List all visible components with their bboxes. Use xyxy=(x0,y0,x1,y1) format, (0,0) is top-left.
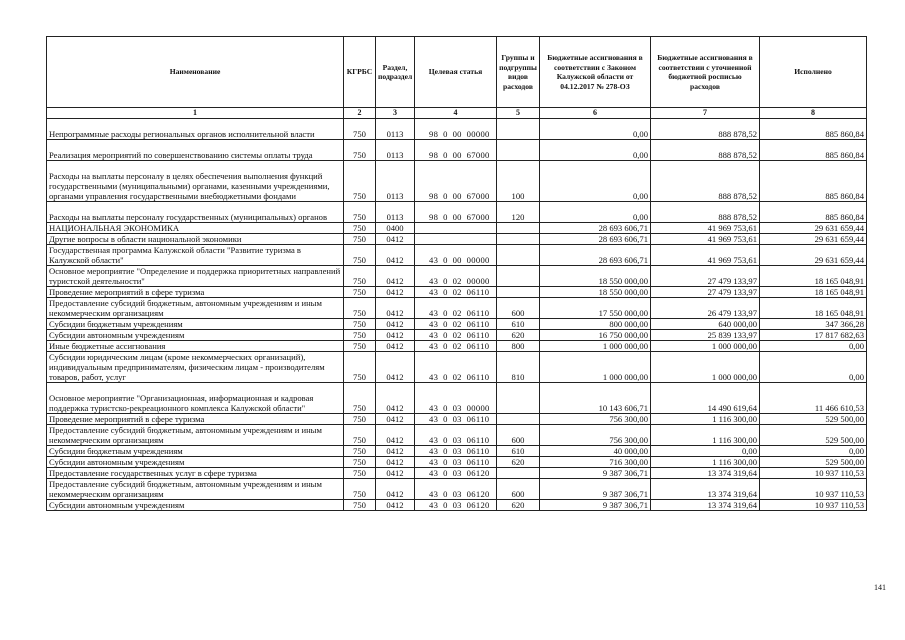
section-cell: 0113 xyxy=(376,140,415,161)
adjusted-appropriation-cell: 41 969 753,61 xyxy=(651,234,760,245)
executed-cell: 529 500,00 xyxy=(760,414,867,425)
budget-report-sheet xyxy=(46,36,866,511)
adjusted-appropriation-cell: 1 116 300,00 xyxy=(651,414,760,425)
budget-table xyxy=(46,36,867,511)
section-cell: 0412 xyxy=(376,425,415,446)
executed-cell: 885 860,84 xyxy=(760,119,867,140)
table-row xyxy=(47,202,867,223)
kgrbs-cell: 750 xyxy=(344,223,376,234)
kgrbs-cell: 750 xyxy=(344,287,376,298)
column-number: 7 xyxy=(651,108,760,119)
table-row xyxy=(47,425,867,446)
page-number: 141 xyxy=(874,583,886,592)
kgrbs-cell: 750 xyxy=(344,352,376,383)
adjusted-appropriation-cell: 888 878,52 xyxy=(651,119,760,140)
law-appropriation-cell: 18 550 000,00 xyxy=(540,287,651,298)
law-appropriation-cell: 17 550 000,00 xyxy=(540,298,651,319)
column-number-row xyxy=(47,108,867,119)
row-name: Субсидии автономным учреждениям xyxy=(47,500,344,511)
kgrbs-cell: 750 xyxy=(344,161,376,202)
table-row xyxy=(47,341,867,352)
table-row xyxy=(47,161,867,202)
column-number: 3 xyxy=(376,108,415,119)
column-number: 5 xyxy=(497,108,540,119)
column-number: 6 xyxy=(540,108,651,119)
executed-cell: 0,00 xyxy=(760,341,867,352)
expense-type-cell: 620 xyxy=(497,330,540,341)
law-appropriation-cell: 18 550 000,00 xyxy=(540,266,651,287)
table-row xyxy=(47,223,867,234)
executed-cell: 10 937 110,53 xyxy=(760,500,867,511)
executed-cell: 10 937 110,53 xyxy=(760,468,867,479)
adjusted-appropriation-cell: 26 479 133,97 xyxy=(651,298,760,319)
kgrbs-cell: 750 xyxy=(344,298,376,319)
kgrbs-cell: 750 xyxy=(344,319,376,330)
expense-type-cell: 800 xyxy=(497,341,540,352)
executed-cell: 885 860,84 xyxy=(760,140,867,161)
table-row xyxy=(47,446,867,457)
executed-cell: 0,00 xyxy=(760,446,867,457)
table-row xyxy=(47,298,867,319)
target-article-cell: 43 0 02 06110 xyxy=(415,341,497,352)
table-row xyxy=(47,457,867,468)
expense-type-cell: 810 xyxy=(497,352,540,383)
table-row xyxy=(47,119,867,140)
kgrbs-cell: 750 xyxy=(344,202,376,223)
target-article-cell: 98 0 00 67000 xyxy=(415,140,497,161)
law-appropriation-cell: 0,00 xyxy=(540,140,651,161)
row-name: Проведение мероприятий в сфере туризма xyxy=(47,287,344,298)
section-cell: 0412 xyxy=(376,266,415,287)
target-article-cell: 43 0 02 00000 xyxy=(415,266,497,287)
section-cell: 0113 xyxy=(376,161,415,202)
column-header: Исполнено xyxy=(760,37,867,108)
target-article-cell: 43 0 03 06110 xyxy=(415,446,497,457)
target-article-cell: 43 0 02 06110 xyxy=(415,352,497,383)
adjusted-appropriation-cell: 888 878,52 xyxy=(651,140,760,161)
adjusted-appropriation-cell: 25 839 133,97 xyxy=(651,330,760,341)
target-article-cell: 43 0 02 06110 xyxy=(415,287,497,298)
target-article-cell xyxy=(415,234,497,245)
executed-cell: 18 165 048,91 xyxy=(760,266,867,287)
kgrbs-cell: 750 xyxy=(344,234,376,245)
kgrbs-cell: 750 xyxy=(344,479,376,500)
table-row xyxy=(47,352,867,383)
table-row xyxy=(47,140,867,161)
expense-type-cell xyxy=(497,287,540,298)
adjusted-appropriation-cell: 0,00 xyxy=(651,446,760,457)
adjusted-appropriation-cell: 27 479 133,97 xyxy=(651,287,760,298)
kgrbs-cell: 750 xyxy=(344,414,376,425)
column-number: 8 xyxy=(760,108,867,119)
adjusted-appropriation-cell: 1 116 300,00 xyxy=(651,425,760,446)
expense-type-cell: 610 xyxy=(497,319,540,330)
executed-cell: 0,00 xyxy=(760,352,867,383)
row-name: Субсидии автономным учреждениям xyxy=(47,457,344,468)
section-cell: 0400 xyxy=(376,223,415,234)
table-row xyxy=(47,319,867,330)
executed-cell: 347 366,28 xyxy=(760,319,867,330)
section-cell: 0412 xyxy=(376,500,415,511)
target-article-cell: 43 0 03 06120 xyxy=(415,500,497,511)
row-name: Реализация мероприятий по совершенствованию системы оплаты труда xyxy=(47,140,344,161)
row-name: Иные бюджетные ассигнования xyxy=(47,341,344,352)
row-name: Проведение мероприятий в сфере туризма xyxy=(47,414,344,425)
target-article-cell: 43 0 03 06110 xyxy=(415,457,497,468)
table-row xyxy=(47,479,867,500)
kgrbs-cell: 750 xyxy=(344,500,376,511)
expense-type-cell: 120 xyxy=(497,202,540,223)
executed-cell: 29 631 659,44 xyxy=(760,245,867,266)
expense-type-cell xyxy=(497,266,540,287)
law-appropriation-cell: 0,00 xyxy=(540,119,651,140)
target-article-cell xyxy=(415,223,497,234)
column-header: Группы и подгруппы видов расходов xyxy=(497,37,540,108)
executed-cell: 29 631 659,44 xyxy=(760,234,867,245)
kgrbs-cell: 750 xyxy=(344,425,376,446)
executed-cell: 18 165 048,91 xyxy=(760,287,867,298)
row-name: Субсидии бюджетным учреждениям xyxy=(47,446,344,457)
table-row xyxy=(47,468,867,479)
column-header: КГРБС xyxy=(344,37,376,108)
adjusted-appropriation-cell: 13 374 319,64 xyxy=(651,479,760,500)
row-name: Субсидии юридическим лицам (кроме некоммерческих организаций), индивидуальным предпринимателям, физическим лицам - производителям товаров, работ, услуг xyxy=(47,352,344,383)
kgrbs-cell: 750 xyxy=(344,468,376,479)
table-body xyxy=(47,119,867,511)
adjusted-appropriation-cell: 13 374 319,64 xyxy=(651,468,760,479)
row-name: Субсидии автономным учреждениям xyxy=(47,330,344,341)
row-name: Предоставление государственных услуг в сфере туризма xyxy=(47,468,344,479)
expense-type-cell xyxy=(497,140,540,161)
target-article-cell: 43 0 02 06110 xyxy=(415,319,497,330)
executed-cell: 11 466 610,53 xyxy=(760,383,867,414)
law-appropriation-cell: 0,00 xyxy=(540,161,651,202)
kgrbs-cell: 750 xyxy=(344,330,376,341)
table-row xyxy=(47,287,867,298)
kgrbs-cell: 750 xyxy=(344,341,376,352)
law-appropriation-cell: 9 387 306,71 xyxy=(540,479,651,500)
target-article-cell: 43 0 03 00000 xyxy=(415,383,497,414)
row-name: Основное мероприятие "Определение и поддержка приоритетных направлений туристской деятельности" xyxy=(47,266,344,287)
law-appropriation-cell: 10 143 606,71 xyxy=(540,383,651,414)
expense-type-cell: 100 xyxy=(497,161,540,202)
kgrbs-cell: 750 xyxy=(344,245,376,266)
table-row xyxy=(47,414,867,425)
section-cell: 0412 xyxy=(376,319,415,330)
row-name: Предоставление субсидий бюджетным, автономным учреждениям и иным некоммерческим организациям xyxy=(47,298,344,319)
kgrbs-cell: 750 xyxy=(344,266,376,287)
column-header: Бюджетные ассигнования в соответствии с Законом Калужской области от 04.12.2017 № 278-ОЗ xyxy=(540,37,651,108)
target-article-cell: 43 0 02 06110 xyxy=(415,298,497,319)
executed-cell: 17 817 682,63 xyxy=(760,330,867,341)
law-appropriation-cell: 28 693 606,71 xyxy=(540,223,651,234)
law-appropriation-cell: 756 300,00 xyxy=(540,425,651,446)
section-cell: 0412 xyxy=(376,479,415,500)
row-name: Государственная программа Калужской области "Развитие туризма в Калужской области" xyxy=(47,245,344,266)
executed-cell: 885 860,84 xyxy=(760,202,867,223)
law-appropriation-cell: 16 750 000,00 xyxy=(540,330,651,341)
adjusted-appropriation-cell: 888 878,52 xyxy=(651,161,760,202)
executed-cell: 10 937 110,53 xyxy=(760,479,867,500)
target-article-cell: 43 0 03 06120 xyxy=(415,468,497,479)
law-appropriation-cell: 800 000,00 xyxy=(540,319,651,330)
expense-type-cell: 600 xyxy=(497,425,540,446)
table-row xyxy=(47,234,867,245)
executed-cell: 529 500,00 xyxy=(760,457,867,468)
table-row xyxy=(47,500,867,511)
expense-type-cell: 620 xyxy=(497,500,540,511)
expense-type-cell xyxy=(497,223,540,234)
adjusted-appropriation-cell: 41 969 753,61 xyxy=(651,245,760,266)
adjusted-appropriation-cell: 41 969 753,61 xyxy=(651,223,760,234)
section-cell: 0412 xyxy=(376,330,415,341)
expense-type-cell xyxy=(497,245,540,266)
table-row xyxy=(47,245,867,266)
section-cell: 0412 xyxy=(376,383,415,414)
law-appropriation-cell: 716 300,00 xyxy=(540,457,651,468)
expense-type-cell: 600 xyxy=(497,479,540,500)
section-cell: 0412 xyxy=(376,468,415,479)
law-appropriation-cell: 0,00 xyxy=(540,202,651,223)
section-cell: 0113 xyxy=(376,119,415,140)
section-cell: 0412 xyxy=(376,446,415,457)
expense-type-cell xyxy=(497,414,540,425)
section-cell: 0412 xyxy=(376,414,415,425)
row-name: Предоставление субсидий бюджетным, автономным учреждениям и иным некоммерческим организациям xyxy=(47,479,344,500)
expense-type-cell xyxy=(497,119,540,140)
column-header: Целевая статья xyxy=(415,37,497,108)
law-appropriation-cell: 1 000 000,00 xyxy=(540,341,651,352)
executed-cell: 529 500,00 xyxy=(760,425,867,446)
row-name: Расходы на выплаты персоналу в целях обеспечения выполнения функций государственными (муниципальными) органами, казенными учреждениями, органами управления государственными внебюджетными фондами xyxy=(47,161,344,202)
section-cell: 0412 xyxy=(376,352,415,383)
target-article-cell: 98 0 00 00000 xyxy=(415,119,497,140)
expense-type-cell xyxy=(497,468,540,479)
target-article-cell: 43 0 03 06110 xyxy=(415,425,497,446)
expense-type-cell xyxy=(497,234,540,245)
row-name: Основное мероприятие "Организационная, информационная и кадровая поддержка туристско-рекреационного комплекса Калужской области" xyxy=(47,383,344,414)
target-article-cell: 43 0 03 06110 xyxy=(415,414,497,425)
row-name: Другие вопросы в области национальной экономики xyxy=(47,234,344,245)
column-header: Наименование xyxy=(47,37,344,108)
law-appropriation-cell: 28 693 606,71 xyxy=(540,245,651,266)
section-cell: 0412 xyxy=(376,287,415,298)
target-article-cell: 43 0 03 06120 xyxy=(415,479,497,500)
table-row xyxy=(47,266,867,287)
kgrbs-cell: 750 xyxy=(344,446,376,457)
column-number: 2 xyxy=(344,108,376,119)
adjusted-appropriation-cell: 1 000 000,00 xyxy=(651,352,760,383)
kgrbs-cell: 750 xyxy=(344,140,376,161)
section-cell: 0412 xyxy=(376,341,415,352)
column-header: Раздел, подраздел xyxy=(376,37,415,108)
column-header: Бюджетные ассигнования в соответствии с уточненной бюджетной росписью расходов xyxy=(651,37,760,108)
adjusted-appropriation-cell: 888 878,52 xyxy=(651,202,760,223)
kgrbs-cell: 750 xyxy=(344,383,376,414)
kgrbs-cell: 750 xyxy=(344,457,376,468)
row-name: НАЦИОНАЛЬНАЯ ЭКОНОМИКА xyxy=(47,223,344,234)
row-name: Предоставление субсидий бюджетным, автономным учреждениям и иным некоммерческим организациям xyxy=(47,425,344,446)
law-appropriation-cell: 9 387 306,71 xyxy=(540,468,651,479)
executed-cell: 885 860,84 xyxy=(760,161,867,202)
section-cell: 0113 xyxy=(376,202,415,223)
expense-type-cell: 610 xyxy=(497,446,540,457)
law-appropriation-cell: 40 000,00 xyxy=(540,446,651,457)
adjusted-appropriation-cell: 1 116 300,00 xyxy=(651,457,760,468)
law-appropriation-cell: 28 693 606,71 xyxy=(540,234,651,245)
column-number: 4 xyxy=(415,108,497,119)
adjusted-appropriation-cell: 27 479 133,97 xyxy=(651,266,760,287)
adjusted-appropriation-cell: 1 000 000,00 xyxy=(651,341,760,352)
expense-type-cell: 600 xyxy=(497,298,540,319)
column-number: 1 xyxy=(47,108,344,119)
expense-type-cell xyxy=(497,383,540,414)
adjusted-appropriation-cell: 13 374 319,64 xyxy=(651,500,760,511)
kgrbs-cell: 750 xyxy=(344,119,376,140)
section-cell: 0412 xyxy=(376,234,415,245)
adjusted-appropriation-cell: 14 490 619,64 xyxy=(651,383,760,414)
executed-cell: 29 631 659,44 xyxy=(760,223,867,234)
target-article-cell: 98 0 00 67000 xyxy=(415,161,497,202)
target-article-cell: 43 0 00 00000 xyxy=(415,245,497,266)
target-article-cell: 43 0 02 06110 xyxy=(415,330,497,341)
adjusted-appropriation-cell: 640 000,00 xyxy=(651,319,760,330)
executed-cell: 18 165 048,91 xyxy=(760,298,867,319)
section-cell: 0412 xyxy=(376,298,415,319)
row-name: Расходы на выплаты персоналу государственных (муниципальных) органов xyxy=(47,202,344,223)
section-cell: 0412 xyxy=(376,245,415,266)
table-row xyxy=(47,383,867,414)
table-row xyxy=(47,330,867,341)
target-article-cell: 98 0 00 67000 xyxy=(415,202,497,223)
section-cell: 0412 xyxy=(376,457,415,468)
law-appropriation-cell: 1 000 000,00 xyxy=(540,352,651,383)
header-row xyxy=(47,37,867,108)
row-name: Субсидии бюджетным учреждениям xyxy=(47,319,344,330)
expense-type-cell: 620 xyxy=(497,457,540,468)
law-appropriation-cell: 9 387 306,71 xyxy=(540,500,651,511)
law-appropriation-cell: 756 300,00 xyxy=(540,414,651,425)
row-name: Непрограммные расходы региональных органов исполнительной власти xyxy=(47,119,344,140)
